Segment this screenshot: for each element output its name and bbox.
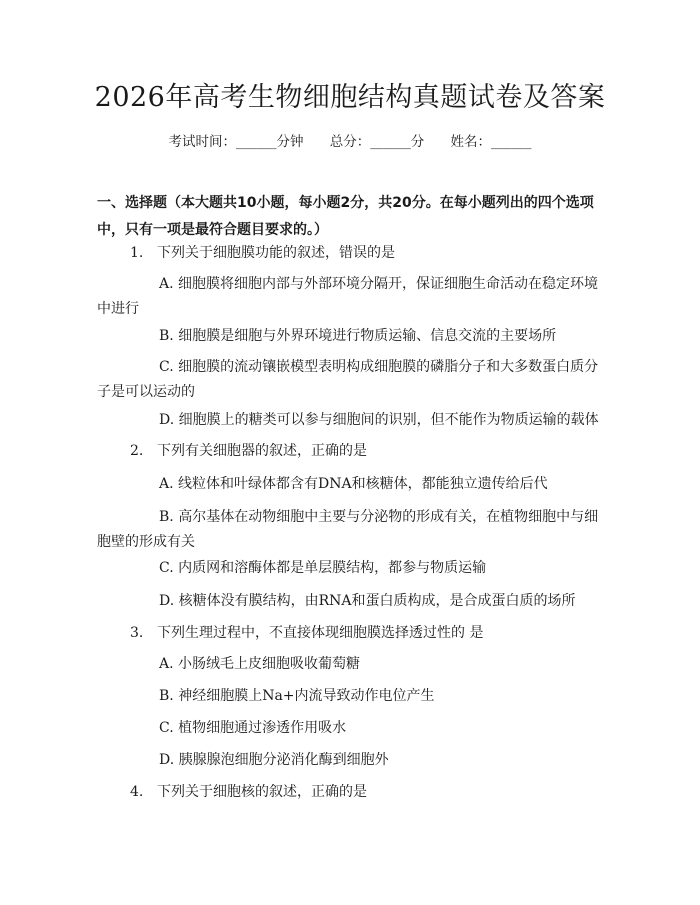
- exam-time-field: 考试时间：______分钟: [168, 134, 304, 150]
- student-name-field: 姓名：______: [450, 134, 532, 150]
- exam-meta: [0, 132, 700, 152]
- option-1d: D. 细胞膜上的糖类可以参与细胞间的识别，但不能作为物质运输的载体: [159, 412, 599, 428]
- option-3b: B. 神经细胞膜上Na+内流导致动作电位产生: [159, 688, 435, 704]
- option-2d: D. 核糖体没有膜结构，由RNA和蛋白质构成，是合成蛋白质的场所: [159, 593, 576, 609]
- question-4: [130, 780, 610, 805]
- question-text: 下列关于细胞膜功能的叙述，错误的是: [157, 245, 395, 261]
- question-number: 3.: [130, 625, 144, 641]
- question-text: 下列生理过程中，不直接体现细胞膜选择透过性的 是: [157, 625, 484, 641]
- question-number: 4.: [130, 784, 144, 800]
- option-1a: A. 细胞膜将细胞内部与外部环境分隔开，保证细胞生命活动在稳定环境中进行: [97, 276, 599, 317]
- question-text: 下列关于细胞核的叙述，正确的是: [157, 784, 367, 800]
- option-2b: B. 高尔基体在动物细胞中主要与分泌物的形成有关，在植物细胞中与细胞壁的形成有关: [97, 509, 599, 550]
- total-score-field: 总分：______分: [329, 134, 425, 150]
- page-title: 2026年高考生物细胞结构真题试卷及答案: [94, 82, 606, 113]
- option-2c: C. 内质网和溶酶体都是单层膜结构，都参与物质运输: [159, 560, 487, 576]
- option-1b: B. 细胞膜是细胞与外界环境进行物质运输、信息交流的主要场所: [159, 328, 557, 344]
- option-2a: A. 线粒体和叶绿体都含有DNA和核糖体，都能独立遗传给后代: [159, 476, 548, 492]
- option-3a: A. 小肠绒毛上皮细胞吸收葡萄糖: [159, 656, 361, 672]
- section-heading: 一、选择题（本大题共10小题，每小题2分，共20分。在每小题列出的四个选项中，只有一项是最符合题目要求的。）: [97, 195, 594, 238]
- question-text: 下列有关细胞器的叙述，正确的是: [157, 443, 367, 459]
- option-3c: C. 植物细胞通过渗透作用吸水: [159, 720, 347, 736]
- question-2: [130, 439, 610, 464]
- option-3d: D. 胰腺腺泡细胞分泌消化酶到细胞外: [159, 752, 389, 768]
- question-1: [130, 241, 610, 266]
- option-1c: C. 细胞膜的流动镶嵌模型表明构成细胞膜的磷脂分子和大多数蛋白质分子是可以运动的: [97, 359, 599, 400]
- question-number: 1.: [130, 245, 144, 261]
- question-3: [130, 621, 610, 646]
- question-number: 2.: [130, 443, 144, 459]
